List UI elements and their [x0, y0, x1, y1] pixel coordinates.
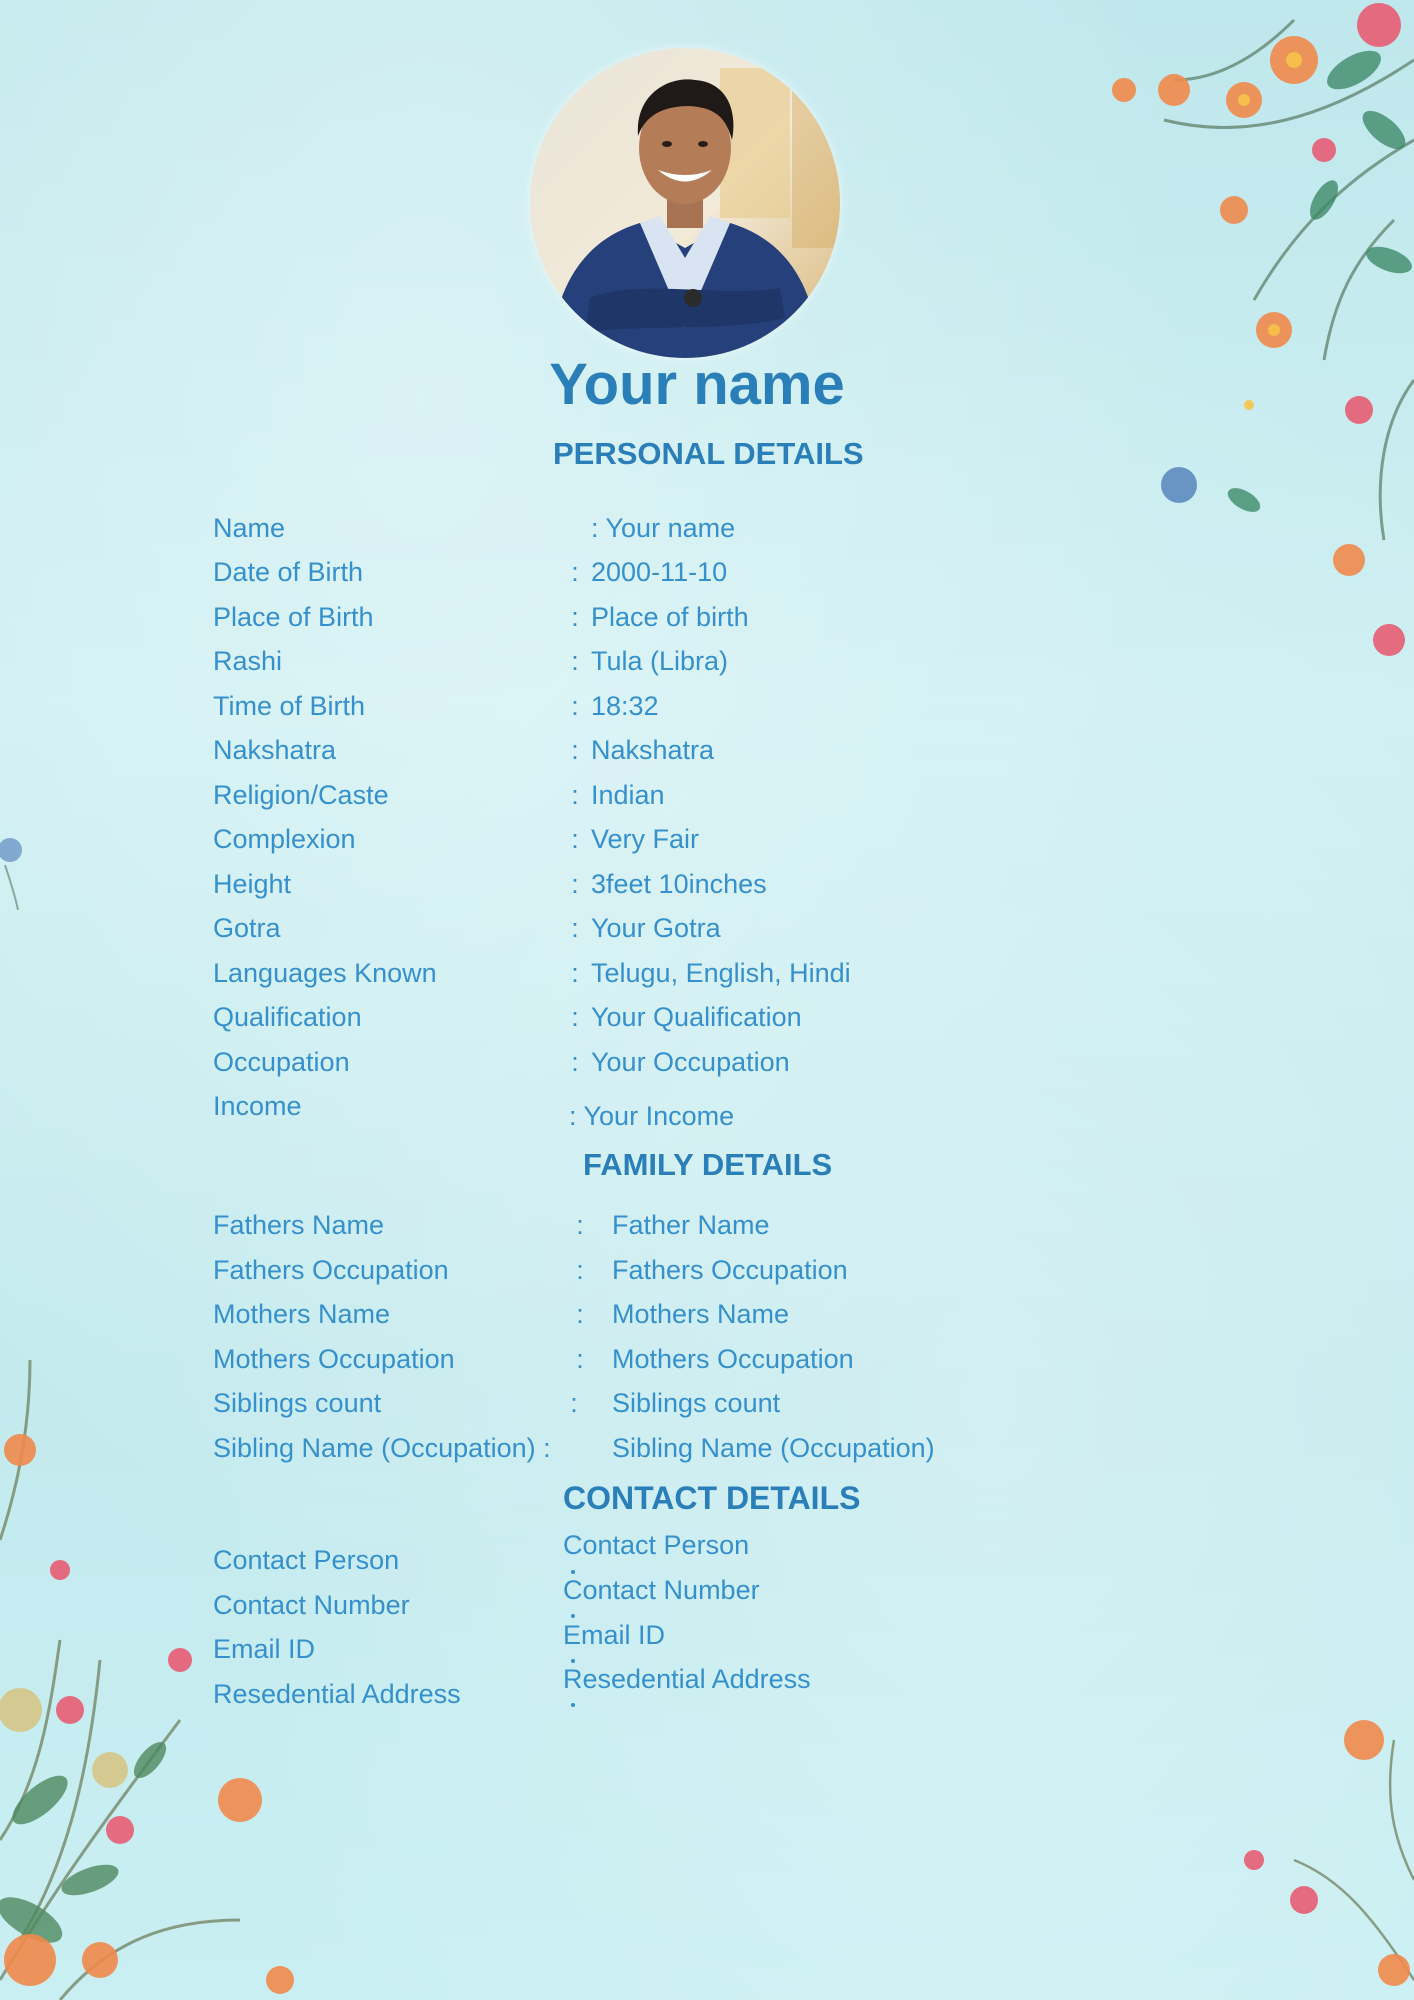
row-label: Place of Birth	[213, 602, 374, 632]
row-separator: :	[576, 1210, 584, 1240]
row-label: Languages Known	[213, 958, 437, 988]
row-separator: :	[576, 1344, 584, 1374]
row-label: Time of Birth	[213, 691, 366, 721]
row-separator: :	[576, 1255, 584, 1285]
row-label: Mothers Occupation	[213, 1344, 455, 1374]
row-separator: :	[571, 1002, 579, 1032]
row-value: Siblings count	[612, 1388, 781, 1418]
row-separator: :	[571, 913, 579, 943]
row-label: Email ID	[213, 1634, 316, 1664]
row-value: Email ID	[563, 1620, 666, 1650]
row-label: Siblings count	[213, 1388, 382, 1418]
row-separator: :	[576, 1299, 584, 1329]
row-label: Nakshatra	[213, 735, 337, 765]
row-separator: :	[570, 1388, 578, 1418]
row-label: Occupation	[213, 1047, 350, 1077]
row-separator: :	[571, 824, 579, 854]
row-value: Contact Number	[563, 1575, 760, 1605]
row-value: : Your name	[591, 513, 736, 543]
row-label: Qualification	[213, 1002, 362, 1032]
row-value: Indian	[591, 780, 665, 810]
row-separator: :	[571, 602, 579, 632]
row-value: Contact Person	[563, 1530, 750, 1560]
person-portrait-icon	[530, 48, 840, 358]
row-value: Your Occupation	[591, 1047, 790, 1077]
floral-decoration-bottom-right	[1194, 1680, 1414, 2000]
row-separator: :	[571, 735, 579, 765]
family-details-heading: FAMILY DETAILS	[583, 1147, 833, 1182]
row-label: Resedential Address	[213, 1679, 461, 1709]
row-value: Father Name	[612, 1210, 770, 1240]
row-label: Complexion	[213, 824, 356, 854]
floral-decoration-top-right	[994, 0, 1414, 660]
row-separator: :	[571, 958, 579, 988]
row-value: Your Qualification	[591, 1002, 802, 1032]
row-label: Sibling Name (Occupation) :	[213, 1433, 551, 1463]
row-separator-dot	[571, 1614, 575, 1618]
row-label: Contact Number	[213, 1590, 410, 1620]
row-separator: :	[571, 691, 579, 721]
row-label: Date of Birth	[213, 557, 364, 587]
row-value: Very Fair	[591, 824, 700, 854]
row-value: Mothers Occupation	[612, 1344, 854, 1374]
row-label: Gotra	[213, 913, 281, 943]
row-label: Mothers Name	[213, 1299, 391, 1329]
contact-details-heading: CONTACT DETAILS	[563, 1480, 861, 1516]
row-value: Telugu, English, Hindi	[591, 958, 851, 988]
row-label: Name	[213, 513, 286, 543]
row-separator: :	[571, 557, 579, 587]
row-value: Fathers Occupation	[612, 1255, 848, 1285]
row-value: Nakshatra	[591, 735, 715, 765]
row-value: Resedential Address	[563, 1664, 811, 1694]
row-value: Tula (Libra)	[591, 646, 729, 676]
row-separator: :	[571, 646, 579, 676]
row-value: 2000-11-10	[591, 557, 728, 587]
profile-photo	[530, 48, 840, 358]
row-label: Fathers Name	[213, 1210, 385, 1240]
row-label: Rashi	[213, 646, 283, 676]
row-separator: :	[571, 780, 579, 810]
row-value: 3feet 10inches	[591, 869, 767, 899]
row-value: Mothers Name	[612, 1299, 790, 1329]
personal-details-heading: PERSONAL DETAILS	[553, 436, 864, 471]
floral-decoration-left-mid	[0, 820, 40, 910]
row-value: Your Gotra	[591, 913, 721, 943]
row-separator: :	[571, 869, 579, 899]
row-value: 18:32	[591, 691, 659, 721]
profile-name-title: Your name	[549, 352, 845, 417]
row-label: Fathers Occupation	[213, 1255, 449, 1285]
row-label: Income	[213, 1091, 302, 1121]
row-separator: :	[571, 1047, 579, 1077]
row-label: Height	[213, 869, 292, 899]
row-value: : Your Income	[569, 1101, 735, 1131]
row-value: Sibling Name (Occupation)	[612, 1433, 935, 1463]
row-label: Contact Person	[213, 1545, 400, 1575]
row-separator-dot	[571, 1703, 575, 1707]
row-label: Religion/Caste	[213, 780, 389, 810]
row-value: Place of birth	[591, 602, 749, 632]
